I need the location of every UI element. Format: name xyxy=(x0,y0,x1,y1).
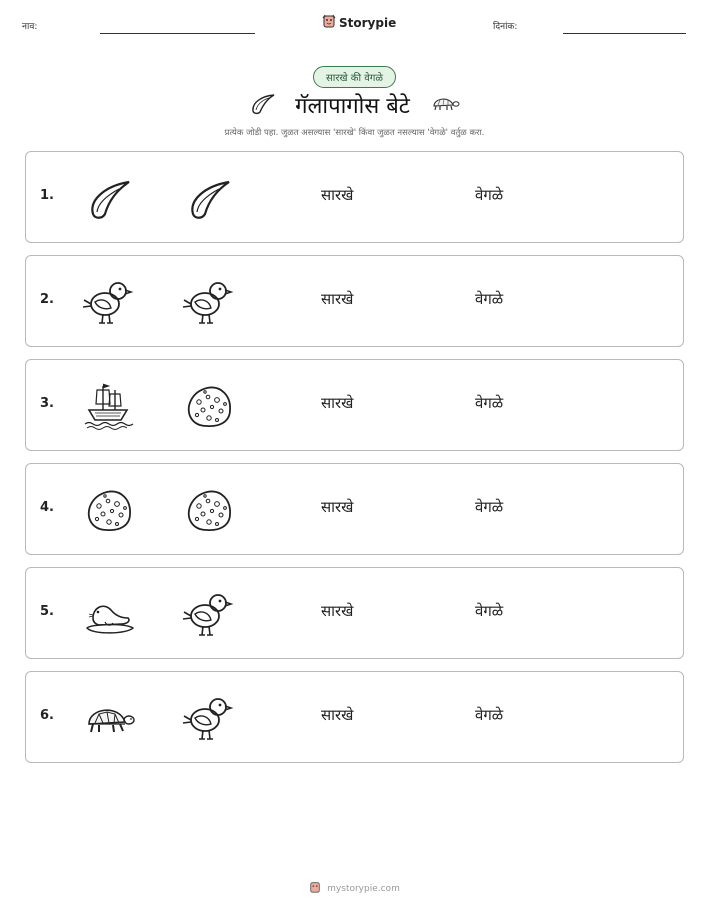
pair-row-2 xyxy=(25,255,684,347)
row-number: 6. xyxy=(40,708,54,723)
iguana-claw-icon xyxy=(249,91,277,119)
tortoise-icon xyxy=(81,692,135,744)
storypie-mascot-icon xyxy=(322,13,336,33)
bird-icon xyxy=(81,276,135,328)
pair-row-6 xyxy=(25,671,684,763)
rock-icon xyxy=(81,484,135,536)
footer xyxy=(0,880,709,897)
row-number: 1. xyxy=(40,188,54,203)
different-option[interactable]: वेगळे xyxy=(475,186,504,204)
different-option[interactable]: वेगळे xyxy=(475,498,504,516)
pair-row-5 xyxy=(25,567,684,659)
row-number: 4. xyxy=(40,500,54,515)
storypie-mascot-icon xyxy=(309,880,321,897)
bird-icon xyxy=(181,276,235,328)
brand-name: Storypie xyxy=(339,16,397,30)
different-option[interactable]: वेगळे xyxy=(475,290,504,308)
pair-row-3 xyxy=(25,359,684,451)
same-option[interactable]: सारखे xyxy=(321,706,354,724)
same-option[interactable]: सारखे xyxy=(321,394,354,412)
rock-icon xyxy=(181,484,235,536)
different-option[interactable]: वेगळे xyxy=(475,602,504,620)
page-title: गॅलापागोस बेटे xyxy=(295,94,410,119)
bird-icon xyxy=(181,692,235,744)
same-option[interactable]: सारखे xyxy=(321,186,354,204)
date-field-line[interactable] xyxy=(563,33,686,34)
same-option[interactable]: सारखे xyxy=(321,498,354,516)
name-label: नाव: xyxy=(22,22,38,32)
rock-icon xyxy=(181,380,235,432)
date-label: दिनांक: xyxy=(493,22,518,32)
same-option[interactable]: सारखे xyxy=(321,602,354,620)
different-option[interactable]: वेगळे xyxy=(475,394,504,412)
row-number: 3. xyxy=(40,396,54,411)
instructions: प्रत्येक जोडी पहा. जुळत असल्यास 'सारखे' किंवा जुळत नसल्यास 'वेगळे' वर्तुळ करा. xyxy=(224,128,485,138)
claw-icon xyxy=(181,172,235,224)
row-number: 2. xyxy=(40,292,54,307)
seal-icon xyxy=(81,588,135,640)
bird-icon xyxy=(181,588,235,640)
pair-row-1 xyxy=(25,151,684,243)
row-number: 5. xyxy=(40,604,54,619)
tortoise-icon xyxy=(428,92,460,118)
category-badge: सारखे की वेगळे xyxy=(313,66,396,88)
brand-logo xyxy=(322,13,396,33)
different-option[interactable]: वेगळे xyxy=(475,706,504,724)
same-option[interactable]: सारखे xyxy=(321,290,354,308)
pair-row-4 xyxy=(25,463,684,555)
footer-url[interactable]: mystorypie.com xyxy=(327,883,400,894)
title-row xyxy=(0,90,709,120)
name-field-line[interactable] xyxy=(100,33,255,34)
claw-icon xyxy=(81,172,135,224)
ship-icon xyxy=(81,380,135,432)
